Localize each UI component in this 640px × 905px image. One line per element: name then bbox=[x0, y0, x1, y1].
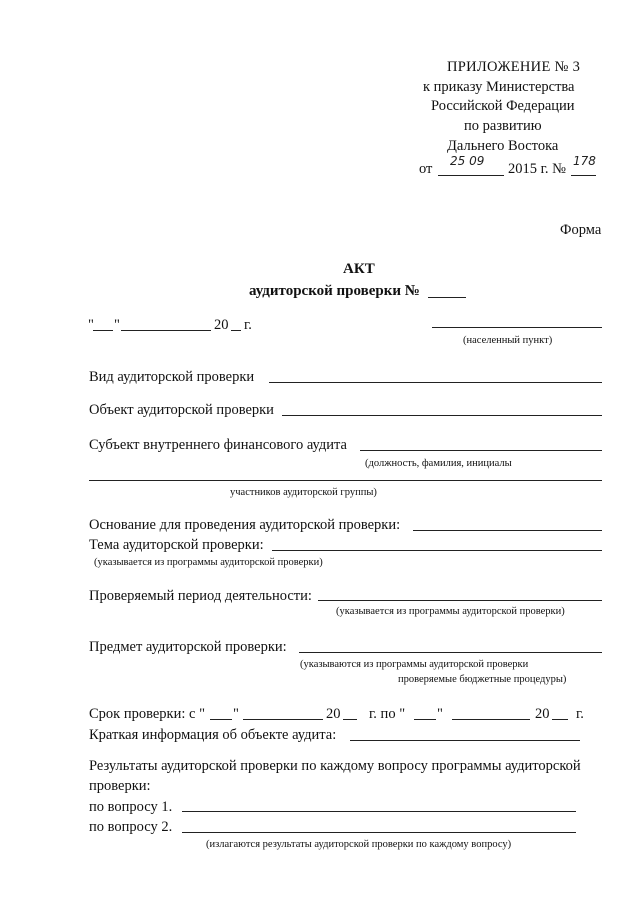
subject-matter-underline bbox=[299, 652, 602, 653]
term-quote2: " bbox=[437, 706, 443, 722]
term-day2-underline bbox=[414, 719, 436, 720]
brief-info-label: Краткая информация об объекте аудита: bbox=[89, 727, 337, 743]
appendix-label: ПРИЛОЖЕНИЕ № 3 bbox=[447, 59, 581, 75]
handwritten-date: 25 09 bbox=[450, 154, 485, 168]
subject-matter-caption-2: проверяемые бюджетные процедуры) bbox=[398, 674, 567, 685]
form-label: Форма bbox=[560, 222, 602, 238]
audit-group-caption: участников аудиторской группы) bbox=[230, 487, 377, 498]
date-year-prefix: 20 bbox=[214, 317, 229, 333]
question-1-underline bbox=[182, 811, 576, 812]
period-caption: (указывается из программы аудиторской проверки) bbox=[336, 606, 565, 617]
period-underline bbox=[318, 600, 602, 601]
date-quote-open: " bbox=[88, 317, 94, 333]
date-year-suffix: г. bbox=[244, 317, 252, 333]
term-year2: 20 bbox=[535, 706, 550, 722]
day-underline bbox=[93, 330, 113, 331]
year-underline bbox=[231, 330, 241, 331]
audit-subject-underline bbox=[360, 450, 602, 451]
subject-matter-caption-1: (указываются из программы аудиторской проверки bbox=[300, 659, 529, 670]
term-day1-underline bbox=[210, 719, 232, 720]
month-underline bbox=[121, 330, 211, 331]
date-quote-close: " bbox=[114, 317, 120, 333]
results-caption: (излагаются результаты аудиторской проверки по каждому вопросу) bbox=[206, 839, 512, 850]
topic-underline bbox=[272, 550, 602, 551]
period-label: Проверяемый период деятельности: bbox=[89, 588, 312, 604]
term-label: Срок проверки: с " bbox=[89, 706, 205, 722]
term-year1: 20 bbox=[326, 706, 341, 722]
act-number-underline bbox=[428, 297, 466, 298]
term-month1-underline bbox=[243, 719, 323, 720]
topic-label: Тема аудиторской проверки: bbox=[89, 537, 264, 553]
act-title: АКТ bbox=[343, 261, 375, 277]
place-underline bbox=[432, 327, 602, 328]
handwritten-number: 178 bbox=[573, 154, 596, 168]
audit-subject-caption: (должность, фамилия, инициалы bbox=[365, 458, 512, 469]
question-2-underline bbox=[182, 832, 576, 833]
basis-underline bbox=[413, 530, 602, 531]
term-year2-underline bbox=[552, 719, 568, 720]
order-line-3: по развитию bbox=[464, 118, 542, 134]
audit-type-label: Вид аудиторской проверки bbox=[89, 369, 255, 385]
place-caption: (населенный пункт) bbox=[463, 335, 553, 346]
term-mid: г. по " bbox=[369, 706, 406, 722]
question-1-label: по вопросу 1. bbox=[89, 799, 173, 815]
question-2-label: по вопросу 2. bbox=[89, 819, 173, 835]
order-line-2: Российской Федерации bbox=[431, 98, 575, 114]
number-underline bbox=[571, 175, 596, 176]
act-subtitle: аудиторской проверки № bbox=[249, 283, 420, 299]
audit-group-underline bbox=[89, 480, 602, 481]
order-line-1: к приказу Министерства bbox=[423, 79, 575, 95]
term-year1-underline bbox=[343, 719, 357, 720]
from-label: от bbox=[419, 161, 433, 177]
brief-info-underline bbox=[350, 740, 580, 741]
date-underline bbox=[438, 175, 504, 176]
results-line-1: Результаты аудиторской проверки по каждому вопросу программы аудиторской bbox=[89, 758, 581, 774]
audit-type-underline bbox=[269, 382, 602, 383]
audit-object-label: Объект аудиторской проверки bbox=[89, 402, 274, 418]
order-line-4: Дальнего Востока bbox=[447, 138, 559, 154]
term-month2-underline bbox=[452, 719, 530, 720]
basis-label: Основание для проведения аудиторской проверки: bbox=[89, 517, 401, 533]
subject-matter-label: Предмет аудиторской проверки: bbox=[89, 639, 287, 655]
audit-subject-label: Субъект внутреннего финансового аудита bbox=[89, 437, 347, 453]
audit-object-underline bbox=[282, 415, 602, 416]
results-line-2: проверки: bbox=[89, 778, 151, 794]
term-end: г. bbox=[576, 706, 584, 722]
topic-caption: (указывается из программы аудиторской проверки) bbox=[94, 557, 323, 568]
order-year-text: 2015 г. № bbox=[508, 161, 567, 177]
term-quote1: " bbox=[233, 706, 239, 722]
